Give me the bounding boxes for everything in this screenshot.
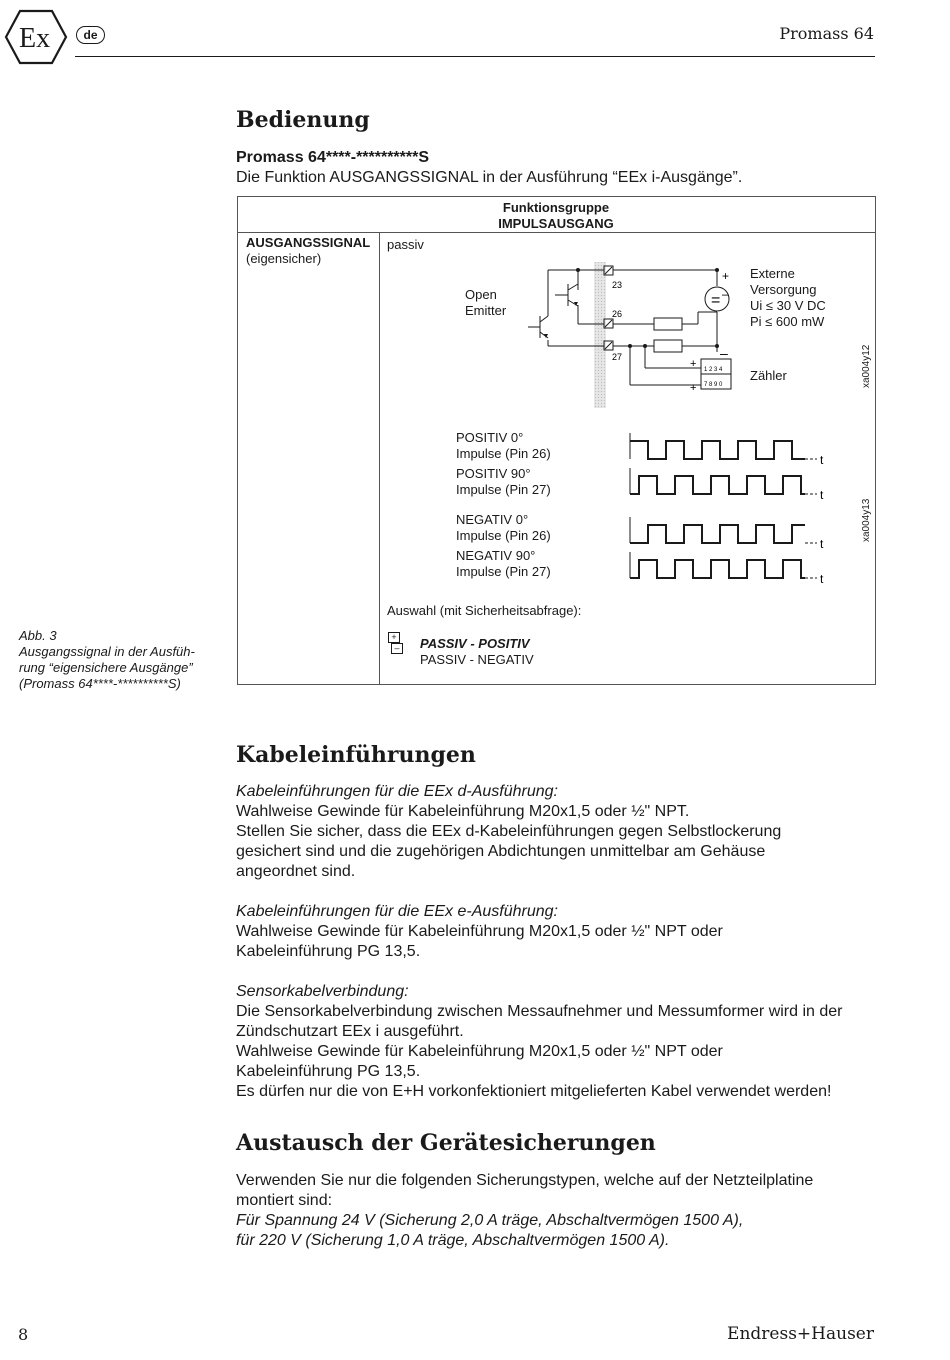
counter-label: Zähler bbox=[750, 368, 787, 383]
time-label: t bbox=[820, 537, 824, 551]
caption-line-4: (Promass 64****-**********S) bbox=[19, 676, 181, 691]
counter-digits-bottom: 7 8 9 0 bbox=[704, 382, 723, 388]
group-label-2: IMPULSAUSGANG bbox=[498, 216, 614, 231]
s3-line-2: montiert sind: bbox=[236, 1192, 333, 1209]
p3-line-4: Kabeleinführung PG 13,5. bbox=[236, 1063, 421, 1080]
pin-26-label: 26 bbox=[612, 309, 623, 319]
circuit-svg bbox=[500, 258, 750, 410]
ext-supply-1: Externe bbox=[750, 266, 795, 281]
minus-key: – bbox=[391, 643, 403, 654]
time-label: t bbox=[820, 572, 824, 586]
counter-digits-top: 1 2 3 4 bbox=[704, 367, 723, 373]
table-border-top bbox=[237, 196, 875, 197]
counter-plus-1: + bbox=[690, 358, 697, 370]
p2-line-2: Kabeleinführung PG 13,5. bbox=[236, 943, 421, 960]
figure-caption bbox=[19, 628, 195, 692]
s3-line-4: für 220 V (Sicherung 1,0 A träge, Abschaltvermögen 1500 A). bbox=[236, 1232, 670, 1249]
supply-minus: – bbox=[722, 287, 729, 301]
open-label: Open bbox=[465, 287, 497, 302]
page-number: 8 bbox=[18, 1325, 29, 1344]
p1-line-2: Stellen Sie sicher, dass die EEx d-Kabeleinführungen gegen Selbstlockerung bbox=[236, 823, 782, 840]
p1-head: Kabeleinführungen für die EEx d-Ausführung: bbox=[236, 783, 558, 800]
p3-line-2: Zündschutzart EEx i ausgeführt. bbox=[236, 1023, 464, 1040]
pulse-label-3-b: Impulse (Pin 26) bbox=[456, 528, 551, 543]
pulse-wave-1 bbox=[630, 441, 805, 459]
s3-line-3: Für Spannung 24 V (Sicherung 2,0 A träge, Abschaltvermögen 1500 A), bbox=[236, 1212, 744, 1229]
section-title-bedienung: Bedienung bbox=[236, 107, 370, 133]
p1-line-3: gesichert sind und die zugehörigen Abdichtungen unmittelbar am Gehäuse bbox=[236, 843, 766, 860]
pulse-ref: xa004y13 bbox=[861, 498, 872, 542]
section3-text bbox=[236, 1171, 896, 1251]
time-label: t bbox=[820, 488, 824, 502]
p3-line-5: Es dürfen nur die von E+H vorkonfektioniert mitgelieferten Kabel verwendet werden! bbox=[236, 1083, 832, 1100]
function-name: AUSGANGSSIGNAL bbox=[246, 235, 371, 250]
counter-minus: – bbox=[720, 345, 728, 361]
pulse-wave-4 bbox=[630, 560, 805, 578]
product-name: Promass 64 bbox=[779, 24, 874, 43]
brand-name: Endress+Hauser bbox=[727, 1324, 874, 1344]
table-column-divider bbox=[379, 232, 380, 685]
pulse-label-3-a: NEGATIV 0° bbox=[456, 512, 529, 527]
p2-line-1: Wahlweise Gewinde für Kabeleinführung M20x1,5 oder ½" NPT oder bbox=[236, 923, 723, 940]
selection-title: Auswahl (mit Sicherheitsabfrage): bbox=[387, 603, 582, 618]
s3-line-1: Verwenden Sie nur die folgenden Sicherungstypen, welche auf der Netzteilplatine bbox=[236, 1172, 814, 1189]
p1-line-1: Wahlweise Gewinde für Kabeleinführung M20x1,5 oder ½" NPT. bbox=[236, 803, 690, 820]
table-border-bottom bbox=[237, 684, 875, 685]
section-intro: Die Funktion AUSGANGSSIGNAL in der Ausführung “EEx i-Ausgänge”. bbox=[236, 169, 743, 186]
pulse-label-1-b: Impulse (Pin 26) bbox=[456, 446, 551, 461]
group-label-1: Funktionsgruppe bbox=[502, 200, 610, 215]
pulse-waveforms bbox=[620, 425, 840, 590]
pin-27-label: 27 bbox=[612, 352, 623, 362]
section2-text bbox=[236, 782, 896, 1102]
table-border-left bbox=[237, 196, 238, 685]
pulse-label-2 bbox=[456, 466, 551, 498]
supply-symbol: = bbox=[711, 292, 721, 309]
pulse-label-2-b: Impulse (Pin 27) bbox=[456, 482, 551, 497]
table-border-right bbox=[875, 196, 876, 685]
language-badge: de bbox=[76, 26, 105, 44]
counter-plus-2: + bbox=[690, 382, 697, 394]
time-label: t bbox=[820, 453, 824, 467]
plus-key: + bbox=[388, 632, 400, 643]
plus-minus-keys-icon bbox=[388, 632, 400, 654]
caption-line-3: rung “eigensichere Ausgänge” bbox=[19, 660, 193, 675]
pin-23-label: 23 bbox=[612, 280, 623, 290]
p3-head: Sensorkabelverbindung: bbox=[236, 983, 409, 1000]
caption-line-2: Ausgangssignal in der Ausfüh- bbox=[19, 644, 195, 659]
section-subtitle: Promass 64****-**********S bbox=[236, 149, 430, 166]
circuit-ref: xa004y12 bbox=[861, 344, 872, 388]
ex-logo-text: Ex bbox=[19, 23, 51, 54]
p1-line-4: angeordnet sind. bbox=[236, 863, 356, 880]
p2-head: Kabeleinführungen für die EEx e-Ausführung: bbox=[236, 903, 558, 920]
emitter-label: Emitter bbox=[465, 303, 507, 318]
ex-logo-icon bbox=[4, 8, 68, 66]
mode-value: passiv bbox=[387, 237, 424, 252]
supply-plus: + bbox=[722, 269, 730, 283]
ext-supply-4: Pi ≤ 600 mW bbox=[750, 314, 825, 329]
pulse-label-4 bbox=[456, 548, 551, 580]
pulse-label-4-b: Impulse (Pin 27) bbox=[456, 564, 551, 579]
ext-supply-2: Versorgung bbox=[750, 282, 817, 297]
section-title-kabel: Kabeleinführungen bbox=[236, 742, 476, 768]
p3-line-3: Wahlweise Gewinde für Kabeleinführung M20x1,5 oder ½" NPT oder bbox=[236, 1043, 723, 1060]
function-subtitle: (eigensicher) bbox=[246, 251, 322, 266]
section-title-sicherungen: Austausch der Gerätesicherungen bbox=[236, 1130, 656, 1156]
pulse-label-2-a: POSITIV 90° bbox=[456, 466, 531, 481]
table-border-header bbox=[237, 232, 875, 233]
pulse-label-4-a: NEGATIV 90° bbox=[456, 548, 536, 563]
pulse-wave-3 bbox=[630, 525, 805, 543]
pulse-wave-2 bbox=[630, 476, 805, 494]
table-group-header bbox=[380, 200, 732, 232]
header-rule bbox=[75, 56, 875, 57]
pulse-label-1-a: POSITIV 0° bbox=[456, 430, 524, 445]
pulse-label-1 bbox=[456, 430, 551, 462]
caption-line-1: Abb. 3 bbox=[19, 628, 57, 643]
terminal-strip bbox=[594, 262, 606, 408]
option-selected[interactable]: PASSIV - POSITIV bbox=[420, 636, 530, 651]
pulse-label-3 bbox=[456, 512, 551, 544]
option-other[interactable]: PASSIV - NEGATIV bbox=[420, 652, 534, 667]
p3-line-1: Die Sensorkabelverbindung zwischen Messaufnehmer und Messumformer wird in der bbox=[236, 1003, 843, 1020]
ext-supply-3: Ui ≤ 30 V DC bbox=[750, 298, 826, 313]
